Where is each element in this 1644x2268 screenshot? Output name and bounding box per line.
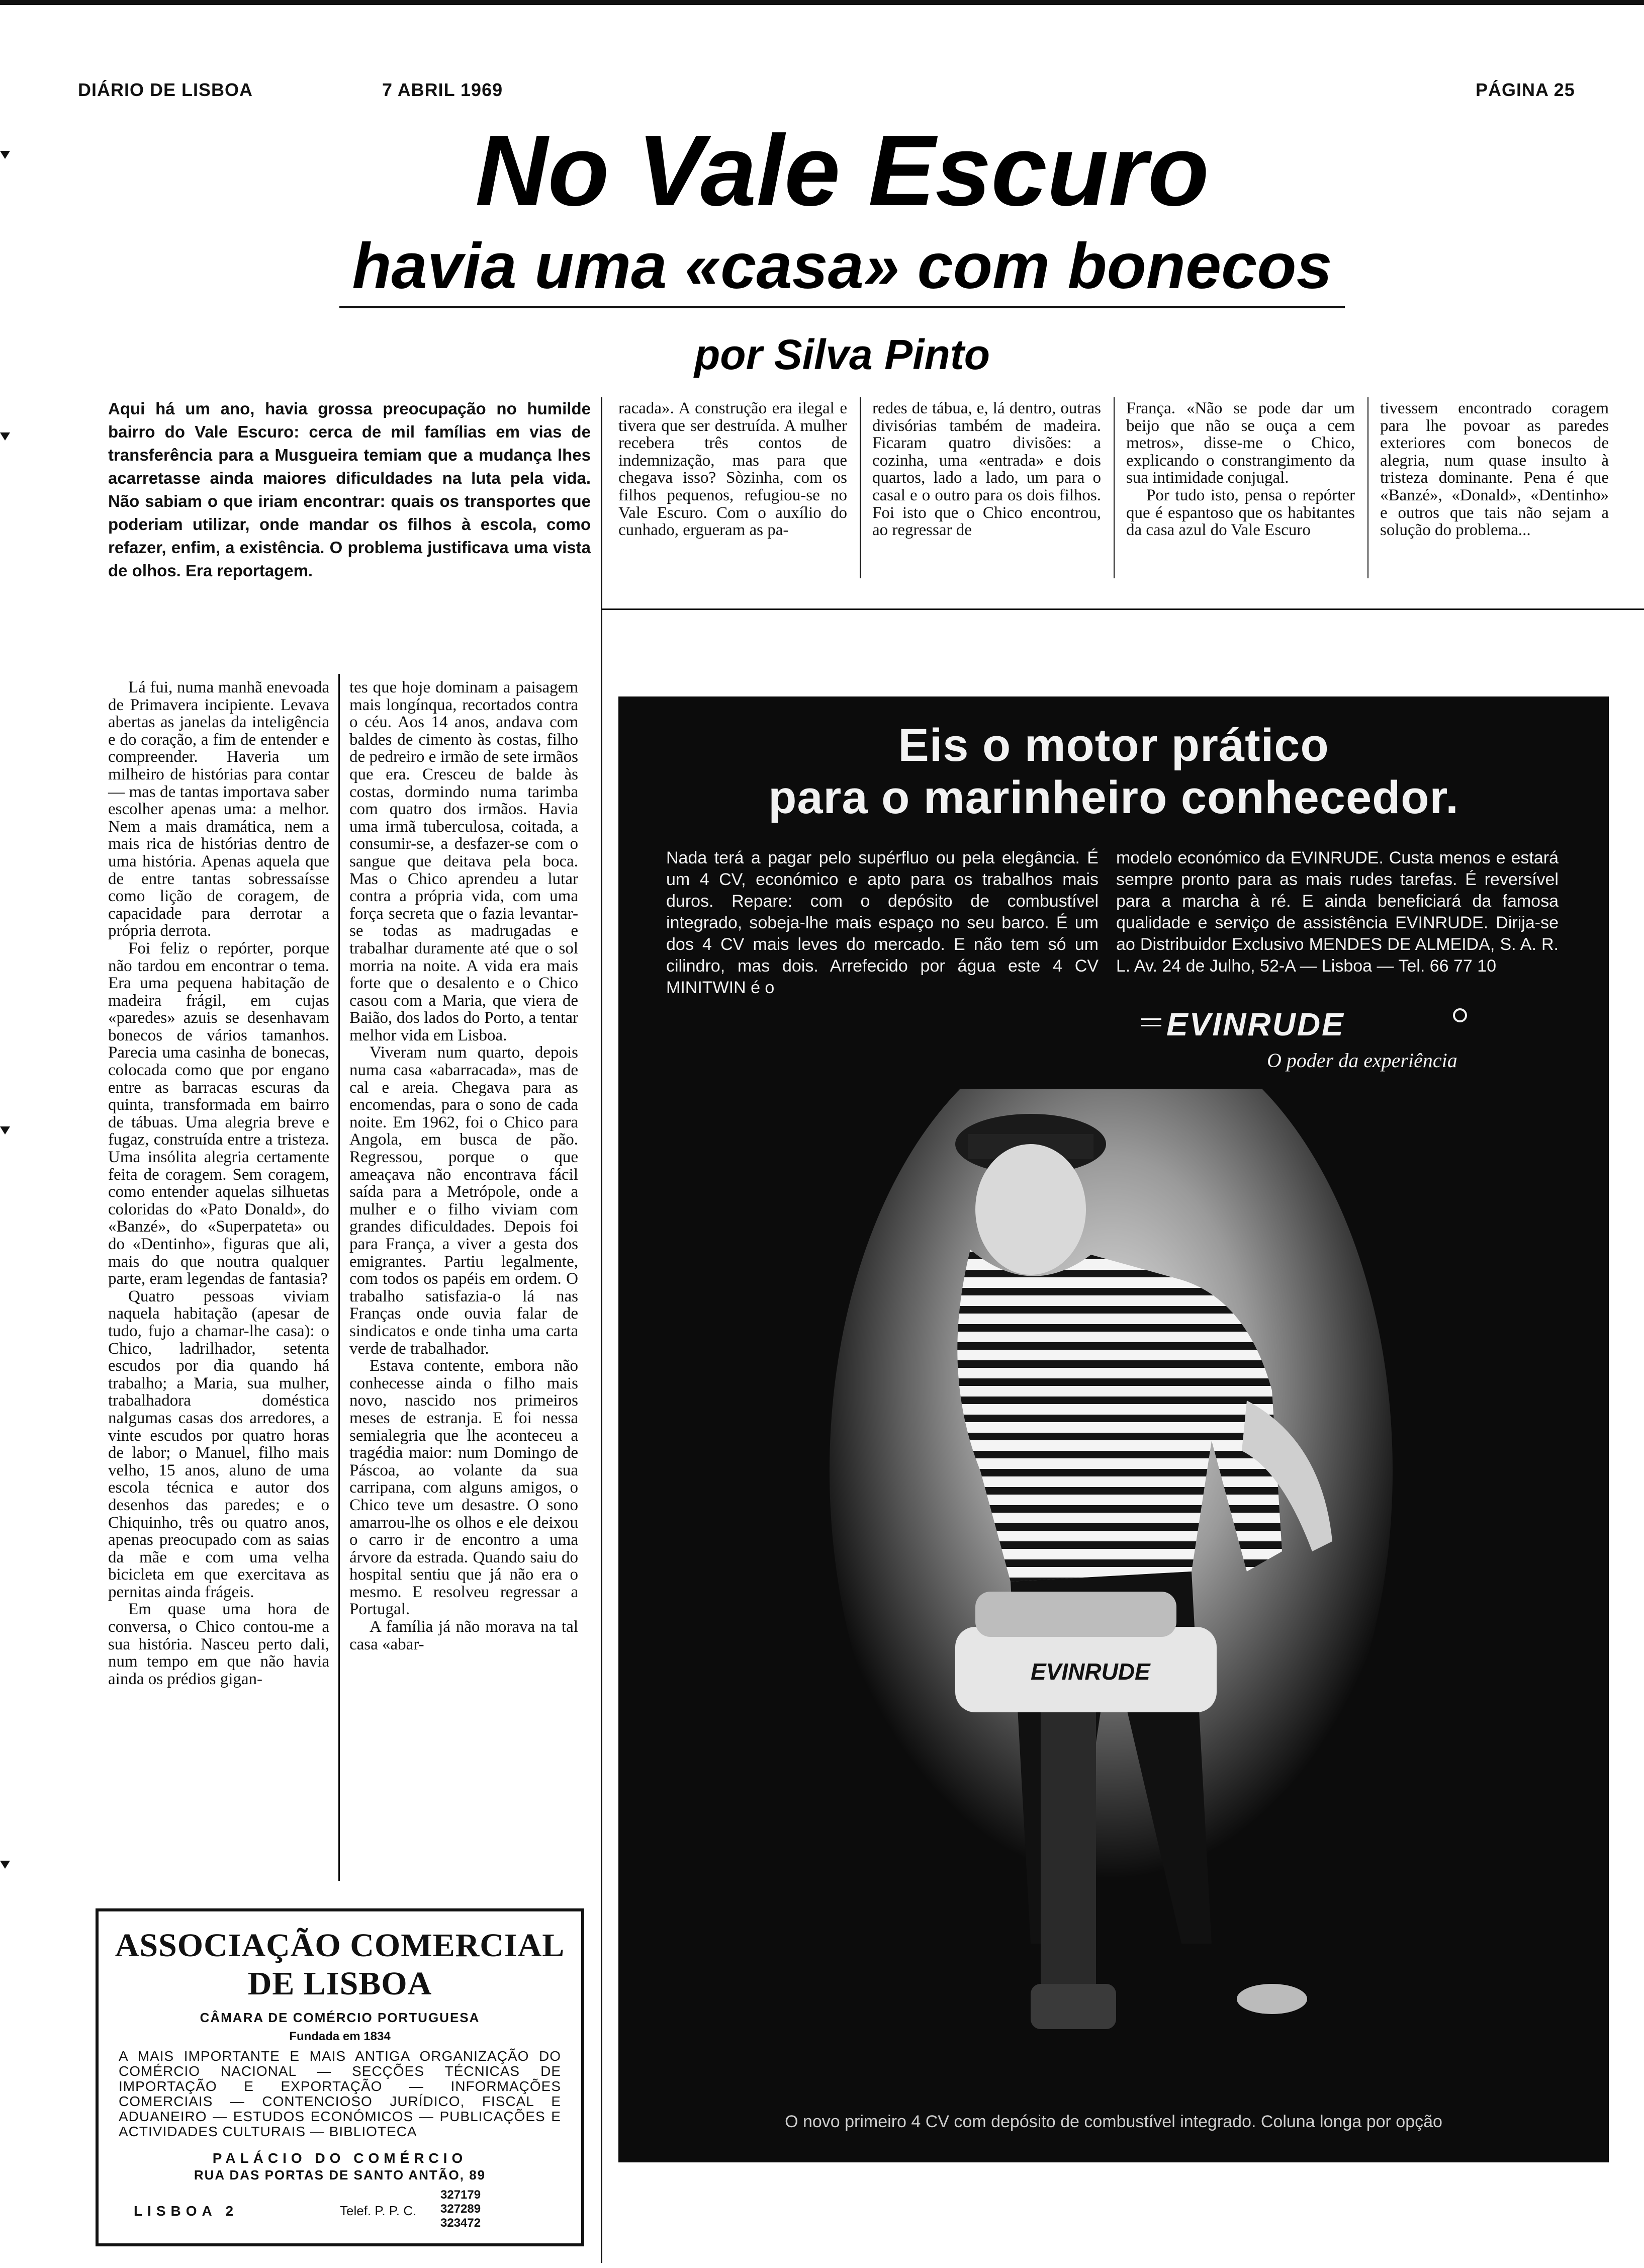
acl-ad <box>96 1908 584 2246</box>
title-rule <box>339 306 1345 308</box>
article-paragraph: Estava contente, embora não conhecesse ainda o filho mais novo, nascido nos primeiros meses de estranja. E foi nessa semialegria que lhe aconteceu a tragédia maior: num Domingo de Páscoa, ao volante da sua carripana, com alguns amigos, o Chico teve um desastre. O sono amarrou-lhe os olhos e ele deixou o carro ir de encontro a uma árvore da estrada. Quando saiu do hospital sentiu que já não era o mesmo. E resolveu regressar a Portugal. <box>349 1357 578 1619</box>
article-paragraph: tes que hoje dominam a paisagem mais longínqua, recortados contra o céu. Aos 14 anos, andava com baldes de cimento às costas, filho de pedreiro e irmão de sete irmãos que era. Cresceu de balde às costas, dormindo numa tarimba com quatro dos irmãos. Havia uma irmã tuberculosa, coitada, a consumir-se, a desfazer-se com o sangue que deitava pela boca. Mas o Chico aprendeu a lutar contra a própria vida, com uma força secreta que o fazia levantar-se todas as madrugadas e trabalhar duramente até que o sol morria na noite. A vida era mais forte que o desalento e o Chico casou com a Maria, que viera de Baião, dos lados do Porto, a tentar melhor vida em Lisboa. <box>349 678 578 1044</box>
acl-phone-number: 327179 <box>440 2188 481 2202</box>
article-paragraph: Lá fui, numa manhã enevoada de Primavera incipiente. Levava abertas as janelas da inteligência e do coração, a fim de entender e compreender. Haveria um milheiro de histórias para contar — mas de tantas importava saber escolher apenas uma: a melhor. Nem a mais dramática, nem a mais rica de histórias dentro de uma história. Apenas aquela que de entre tantas sobressaísse como lição de coragem, de capacidade para derrotar a própria derrota. <box>108 678 329 940</box>
acl-city: LISBOA 2 <box>134 2203 239 2219</box>
page-number: PÁGINA 25 <box>1476 79 1575 100</box>
ad-text-left: Nada terá a pagar pelo supérfluo ou pela elegância. É um 4 CV, económico e apto para os trabalhos mais duros. Repare: com o depósito de combustível integrado, sobeja-lhe mais espaço no seu barco. É um dos 4 CV mais leves do mercado. E não tem só um cilindro, mas dois. Arrefecido por água este 4 CV MINITWIN é o <box>666 848 1099 997</box>
ad-tagline: O poder da experiência <box>1267 1049 1457 1072</box>
article-paragraph: racada». A construção era ilegal e tivera que ser destruída. A mulher recebera três contos de indemnização, mas para que chegava isso? Sòzinha, com os filhos pequenos, refugiou-se no Vale Escuro. Com o auxílio do cunhado, ergueram as pa- <box>618 399 847 540</box>
issue-date: 7 ABRIL 1969 <box>382 79 503 100</box>
newspaper-name: DIÁRIO DE LISBOA <box>78 79 253 100</box>
registered-mark-icon <box>1453 1008 1467 1022</box>
article-paragraph: Em quase uma hora de conversa, o Chico contou-me a sua história. Nasceu perto dali, num tempo em que não havia ainda os prédios gigan- <box>108 1600 329 1688</box>
column-rule <box>1114 397 1115 578</box>
byline: por Silva Pinto <box>694 331 990 378</box>
article-column-4 <box>872 400 1101 539</box>
acl-palace: PALÁCIO DO COMÉRCIO <box>212 2150 468 2166</box>
article-paragraph: redes de tábua, e, lá dentro, outras divisórias também de madeira. Ficaram quatro divisões: a cozinha, uma «entrada» e dois quartos, lado a lado, um para o casal e o outro para os dois filhos. Foi isto que o Chico encontrou, ao regressar de <box>872 399 1101 540</box>
article-title: No Vale Escuro <box>475 115 1209 227</box>
column-rule <box>860 397 861 578</box>
article-column-3 <box>618 400 847 539</box>
column-rule <box>601 397 602 2263</box>
brand-speed-lines-icon <box>1141 1018 1161 1026</box>
registration-mark <box>0 1126 10 1135</box>
acl-founded: Fundada em 1834 <box>289 2030 391 2043</box>
article-column-6 <box>1380 400 1609 539</box>
column-rule <box>1367 397 1368 578</box>
article-subtitle: havia uma «casa» com bonecos <box>352 230 1332 302</box>
article-paragraph: Foi feliz o repórter, porque não tardou em encontrar o tema. Era uma pequena habitação de madeira frágil, em cujas «paredes» azuis se desenhavam bonecos de vários tamanhos. Parecia uma casinha de bonecas, colocada como que por engano entre as barracas escuras da quinta, transformada em bairro de tábuas. Uma alegria breve e fugaz, construída entre a tristeza. Uma insólita alegria certamente feita de coragem. Sem coragem, como entender aquelas silhuetas coloridas do «Pato Donald», do «Banzé», do «Superpateta» ou do «Dentinho», figuras que ali, mais do que noutra qualquer parte, eram legendas de fantasia? <box>108 939 329 1288</box>
column-rule <box>601 608 1644 610</box>
article-paragraph: tivessem encontrado coragem para lhe povoar as paredes exteriores com bonecos de alegria, num quase insulto à tristeza dominante. Pena é que «Banzé», «Donald», «Dentinho» e outros que tais não sejam a solução do problema... <box>1380 399 1609 540</box>
article-paragraph: França. «Não se pode dar um beijo que não se ouça a cem metros», disse-me o Chico, explicando o constrangimento da sua intimidade conjugal. <box>1126 399 1355 487</box>
article-column-2 <box>349 679 578 1653</box>
acl-phone-label: Telef. P. P. C. <box>340 2203 417 2218</box>
acl-phone-number: 323472 <box>440 2216 481 2230</box>
evinrude-ad <box>618 696 1609 2162</box>
ad-headline-1: Eis o motor prático <box>898 720 1329 771</box>
motor-brand-label: EVINRUDE <box>1031 1659 1150 1685</box>
article-paragraph: A família já não morava na tal casa «abar- <box>349 1618 578 1653</box>
article-paragraph: Quatro pessoas viviam naquela habitação (apesar de tudo, fujo a chamar-lhe casa): o Chico, ladrilhador, setenta escudos por dia quando há trabalho; a Maria, sua mulher, trabalhadora doméstica nalgumas casas dos arredores, a vinte escudos por quatro horas de labor; o Manuel, filho mais velho, 15 anos, aluno de uma escola técnica e autor dos desenhos das paredes; e o Chiquinho, três ou quatro anos, apenas preocupado com as saias da mãe e com uma velha bicicleta em que exercitava as pernitas ainda frágeis. <box>108 1287 329 1601</box>
acl-description: A MAIS IMPORTANTE E MAIS ANTIGA ORGANIZAÇÃO DO COMÉRCIO NACIONAL — SECÇÕES TÉCNICAS DE IMPORTAÇÃO E EXPORTAÇÃO — INFORMAÇÕES COMERCIAIS — CONTENCIOSO JURÍDICO, FISCAL E ADUANEIRO — ESTUDOS ECONÓMICOS — PUBLICAÇÕES E ACTIVIDADES CULTURAIS — BIBLIOTECA <box>119 2048 561 2139</box>
acl-street: RUA DAS PORTAS DE SANTO ANTÃO, 89 <box>194 2167 486 2183</box>
registration-mark <box>0 1861 10 1869</box>
acl-title: ASSOCIAÇÃO COMERCIAL DE LISBOA <box>115 1927 565 2002</box>
top-rule <box>0 0 1644 5</box>
ad-caption: O novo primeiro 4 CV com depósito de combustível integrado. Coluna longa por opção <box>785 2112 1442 2131</box>
article-lead: Aqui há um ano, havia grossa preocupação no humilde bairro do Vale Escuro: cerca de mil famílias em vias de transferência para a Musgueira temiam que a mudança lhes acarretasse ainda maiores dificuldades na luta pela vida. Não sabiam o que iriam encontrar: quais os transportes que poderiam utilizar, onde mandar os filhos à escola, como refazer, enfim, a existência. O problema justificava uma vista de olhos. Era reportagem. <box>108 399 591 580</box>
acl-phone-number: 327289 <box>440 2202 481 2216</box>
ad-headline-2: para o marinheiro conhecedor. <box>768 772 1459 823</box>
article-paragraph: Viveram num quarto, depois numa casa «abarracada», mas de cal e areia. Chegava para as encomendas, para o sono de cada noite. Em 1962, foi o Chico para Angola, em busca de pão. Regressou, porque o que ameaçava não encontrava fácil saída para a Metrópole, onde a mulher e o filho viviam com grandes dificuldades. Depois foi para França, a viver a gesta dos emigrantes. Partiu legalmente, com todos os papéis em ordem. O trabalho satisfazia-o lá nas Franças onde ouvia falar de sindicatos e onde tinha uma carta verde de trabalhador. <box>349 1043 578 1358</box>
ad-text-right: modelo económico da EVINRUDE. Custa menos e estará sempre pronto para as mais rudes tarefas. É reversível para a marcha à ré. E ainda beneficiará da famosa qualidade e serviço de assistência EVINRUDE. Dirija-se ao Distribuidor Exclusivo MENDES DE ALMEIDA, S. A. R. L. Av. 24 de Julho, 52-A — Lisboa — Tel. 66 77 10 <box>1116 848 1559 976</box>
sailor-with-motor-illustration <box>830 1089 1433 2084</box>
ad-brand-logo: EVINRUDE <box>1166 1006 1345 1042</box>
column-rule <box>338 674 340 1881</box>
article-paragraph: Por tudo isto, pensa o repórter que é espantoso que os habitantes da casa azul do Vale Escuro <box>1126 486 1355 540</box>
acl-phones <box>440 2188 481 2230</box>
acl-subtitle: CÂMARA DE COMÉRCIO PORTUGUESA <box>200 2010 480 2025</box>
registration-mark <box>0 151 10 159</box>
article-column-5 <box>1126 400 1355 539</box>
article-column-1 <box>108 679 329 1688</box>
registration-mark <box>0 432 10 441</box>
